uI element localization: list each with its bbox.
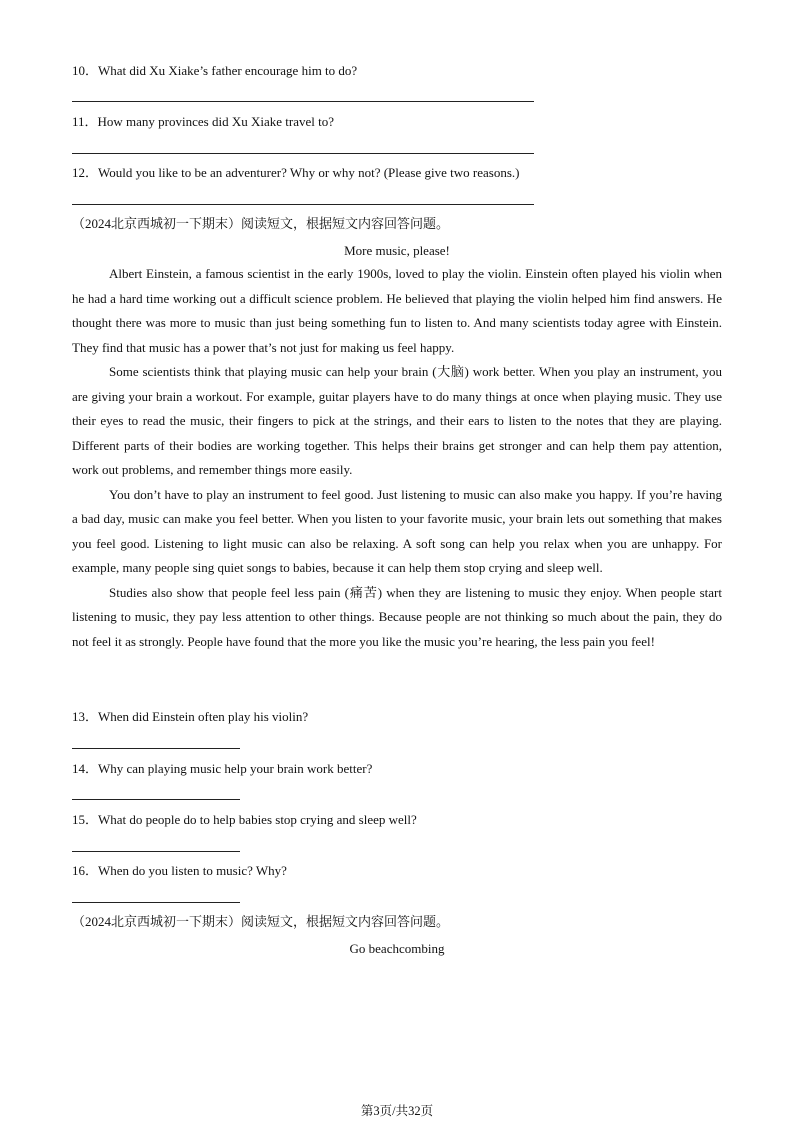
passage-source-header: （2024北京西城初一下期末）阅读短文，根据短文内容回答问题。 [72,216,450,231]
answer-line-11[interactable] [72,153,534,154]
passage-paragraph: You don’t have to play an instrument to feel good. Just listening to music can also make you happy. If you’re having a bad day, music can make you feel better. When you listen to your favorite music, your brain lets out something that makes you feel good. Listening to light music can also be relaxing. A soft song can help you relax when you are unhappy. For example, many people sing quiet songs to babies, because it can help them stop crying and sleep well. [72,486,722,575]
passage-paragraph: Some scientists think that playing music can help your brain (大脑) work better. When you play an instrument, you are giving your brain a workout. For example, guitar players have to do many things at once when playing music. They use their eyes to read the music, their fingers to pick at the strings, and their ears to listen to the notes that they are playing. Different parts of their bodies are working together. This helps their brains get stronger and can help them pay attention, work out problems, and remember things more easily. [72,364,722,477]
question-13: 13．When did Einstein often play his violin? [72,709,309,724]
answer-line-15[interactable] [72,851,240,852]
question-15: 15．What do people do to help babies stop crying and sleep well? [72,812,417,827]
passage-paragraph: Studies also show that people feel less pain (痛苦) when they are listening to music they enjoy. When people start listening to music, they pay less attention to other things. Because people are not thinking so much about the pain, they do not feel it as strongly. People have found that the more you like the music you’re hearing, the less pain you feel! [72,584,722,649]
passage-body [0,262,794,654]
answer-line-14[interactable] [72,799,240,800]
question-12: 12．Would you like to be an adventurer? Why or why not? (Please give two reasons.) [72,165,520,180]
answer-line-16[interactable] [72,902,240,903]
answer-line-13[interactable] [72,748,240,749]
page-number: 第3页/共32页 [360,1104,434,1118]
passage-paragraph: Albert Einstein, a famous scientist in the early 1900s, loved to play the violin. Einstein often played his violin when he had a hard time working out a difficult science problem. He believed that playing the violin helped him find answers. He thought there was more to music than just being something fun to listen to. And many scientists today agree with Einstein. They find that music has a power that’s not just for making us feel happy. [72,266,722,355]
answer-line-10[interactable] [72,101,534,102]
question-10: 10．What did Xu Xiake’s father encourage him to do? [72,63,358,78]
passage-title: More music, please! [344,243,450,258]
question-16: 16．When do you listen to music? Why? [72,863,287,878]
passage2-title: Go beachcombing [349,941,445,956]
question-11: 11．How many provinces did Xu Xiake travel to? [72,114,334,129]
passage2-source-header: （2024北京西城初一下期末）阅读短文，根据短文内容回答问题。 [72,914,450,929]
question-14: 14．Why can playing music help your brain work better? [72,761,373,776]
answer-line-12[interactable] [72,204,534,205]
